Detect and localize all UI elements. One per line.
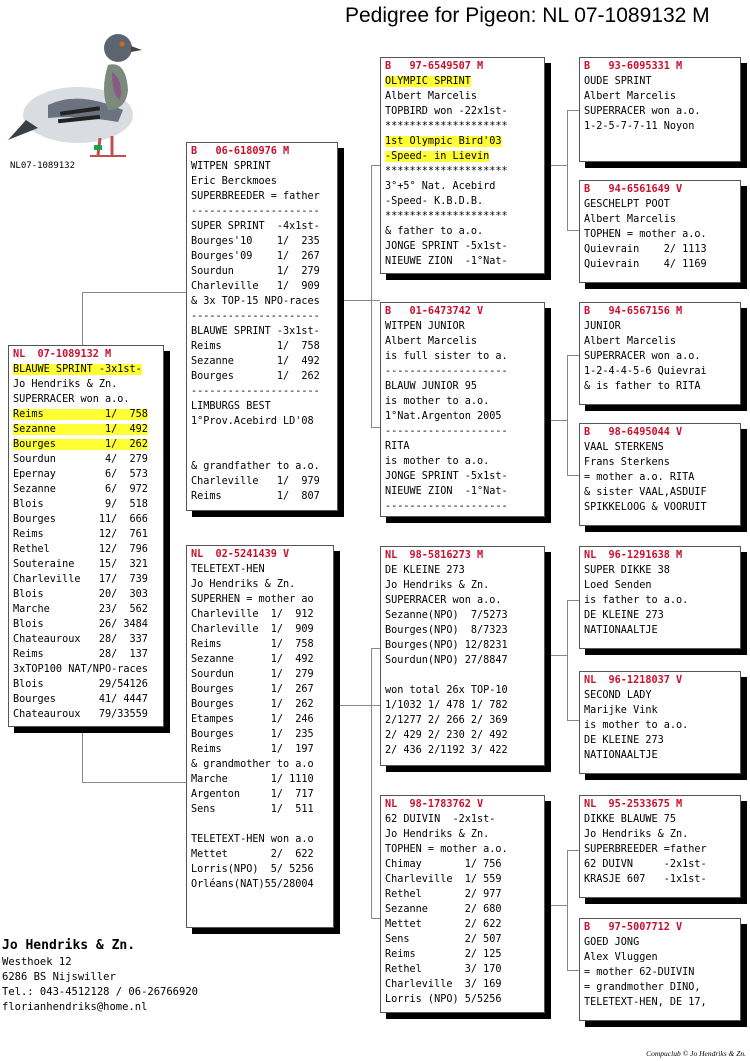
pedigree-line (191, 817, 329, 832)
pedigree-line: & 3x TOP-15 NPO-races (191, 296, 320, 307)
pedigree-line: Sezanne 2/ 680 (385, 904, 502, 915)
pedigree-line: Jo Hendriks & Zn. (13, 379, 118, 390)
pedigree-card-dam-dam (380, 795, 545, 1013)
pedigree-line: SUPER DIKKE 38 (584, 565, 670, 576)
pedigree-line: ******************** (385, 166, 508, 177)
pedigree-line: Bourges'10 1/ 235 (191, 236, 320, 247)
pedigree-line: -------------------- (385, 426, 508, 437)
pedigree-line: Marche 1/ 1110 (191, 774, 314, 785)
pedigree-line: 1°Prov.Acebird LD'08 (191, 416, 314, 427)
pedigree-card-sds (579, 302, 741, 405)
pedigree-line: Charleville 1/ 909 (191, 624, 314, 635)
pedigree-line: TELETEXT-HEN (191, 564, 265, 575)
pedigree-line: is mother to a.o. (385, 396, 490, 407)
pedigree-line: -Speed- K.B.D.B. (385, 196, 484, 207)
pedigree-line: Eric Berckmoes (191, 176, 277, 187)
pedigree-line: NATIONAALTJE (584, 750, 658, 761)
connector-line (82, 782, 187, 783)
pedigree-line: Chimay 1/ 756 (385, 859, 502, 870)
pedigree-line (385, 668, 540, 683)
pedigree-line: & is father to RITA (584, 381, 701, 392)
pedigree-line: SECOND LADY (584, 690, 652, 701)
pedigree-line: Reims 1/ 758 (191, 639, 314, 650)
pedigree-line: Orléans(NAT)55/28004 (191, 879, 314, 890)
pedigree-card-sire (186, 142, 338, 511)
pedigree-line: Chateauroux 28/ 337 (13, 634, 148, 645)
pedigree-line: Charleville 1/ 912 (191, 609, 314, 620)
pedigree-line: Bourges 1/ 262 (191, 699, 314, 710)
pedigree-line: Bourges 11/ 666 (13, 514, 148, 525)
pedigree-line: Souteraine 15/ 321 (13, 559, 148, 570)
pedigree-line: VAAL STERKENS (584, 442, 664, 453)
pedigree-line: BLAUWE SPRINT -3x1st- (191, 326, 320, 337)
connector-line (335, 300, 380, 301)
pedigree-line: Jo Hendriks & Zn. (191, 579, 296, 590)
pedigree-line: NIEUWE ZION -1°Nat- (385, 256, 508, 267)
connector-line (545, 420, 567, 421)
connector-line (82, 725, 83, 782)
ring-number: NL 96-1291638 M (584, 550, 683, 561)
breeder-name: Jo Hendriks & Zn. (2, 938, 136, 953)
pedigree-line: Sourdun 4/ 279 (13, 454, 148, 465)
pedigree-line: 1/1032 1/ 478 1/ 782 (385, 700, 508, 711)
connector-line (545, 905, 567, 906)
pedigree-line: SUPERBREEDER =father (584, 844, 707, 855)
pedigree-line: Sourdun 1/ 279 (191, 266, 320, 277)
pedigree-line: 1-2-4-4-5-6 Quievrai (584, 366, 707, 377)
breeder-phone: Tel.: 043-4512128 / 06-26766920 (2, 986, 198, 998)
pedigree-line: Mettet 2/ 622 (191, 849, 314, 860)
pedigree-card-sss (579, 57, 741, 162)
pedigree-line: DE KLEINE 273 (385, 565, 465, 576)
pedigree-line: Reims 2/ 125 (385, 949, 502, 960)
pedigree-line: Charleville 1/ 909 (191, 281, 320, 292)
pedigree-line: Sourdun 1/ 279 (191, 669, 314, 680)
pedigree-line: DE KLEINE 273 (584, 610, 664, 621)
pedigree-line: Albert Marcelis (584, 214, 677, 225)
pedigree-line: Reims 1/ 758 (13, 409, 148, 420)
pedigree-line: Reims 1/ 197 (191, 744, 314, 755)
ring-number: NL 07-1089132 M (13, 349, 112, 360)
breeder-contact (2, 936, 198, 1015)
pedigree-line: GOED JONG (584, 937, 640, 948)
pedigree-line: Bourges 1/ 262 (13, 439, 148, 450)
pedigree-card-dsd (579, 671, 741, 774)
pedigree-line: Loed Senden (584, 580, 652, 591)
pedigree-line: -------------------- (385, 501, 508, 512)
pedigree-line: Frans Sterkens (584, 457, 670, 468)
pedigree-line: Blois 29/54126 (13, 679, 148, 690)
ring-number: NL 95-2533675 M (584, 799, 683, 810)
connector-line (567, 110, 568, 230)
pedigree-line: is mother to a.o. (584, 720, 689, 731)
pedigree-line: 62 DUIVN -2x1st- (584, 859, 707, 870)
pedigree-line: 2/1277 2/ 266 2/ 369 (385, 715, 508, 726)
pedigree-line: SUPER SPRINT -4x1st- (191, 221, 320, 232)
pedigree-card-subject (8, 345, 164, 727)
pedigree-line: Bourges 1/ 235 (191, 729, 314, 740)
pedigree-line: Reims 28/ 137 (13, 649, 148, 660)
pedigree-line: Alex Vluggen (584, 952, 658, 963)
pedigree-line: BLAUWE SPRINT -3x1st- (13, 364, 142, 375)
pedigree-card-sire-sire (380, 57, 545, 274)
pedigree-card-sdd (579, 423, 741, 526)
pedigree-line: OUDE SPRINT (584, 76, 652, 87)
pedigree-line: Quievrain 2/ 1113 (584, 244, 707, 255)
pedigree-line: Marche 23/ 562 (13, 604, 148, 615)
pedigree-line: WITPEN SPRINT (191, 161, 271, 172)
pedigree-line: Rethel 2/ 977 (385, 889, 502, 900)
pedigree-line: SUPERRACER won a.o. (385, 595, 502, 606)
pedigree-line: JONGE SPRINT -5x1st- (385, 241, 508, 252)
pedigree-line: Reims 1/ 758 (191, 341, 320, 352)
ring-number: NL 98-5816273 M (385, 550, 484, 561)
pedigree-line: is father to a.o. (584, 595, 689, 606)
pedigree-line: 2/ 429 2/ 230 2/ 492 (385, 730, 508, 741)
pedigree-line: RITA (385, 441, 410, 452)
pedigree-line: Blois 26/ 3484 (13, 619, 148, 630)
pedigree-line: Albert Marcelis (385, 91, 478, 102)
pedigree-line: Quievrain 4/ 1169 (584, 259, 707, 270)
connector-line (371, 648, 372, 918)
pedigree-line: is full sister to a. (385, 351, 508, 362)
connector-line (82, 292, 83, 347)
connector-line (335, 705, 380, 706)
connector-line (82, 292, 187, 293)
connector-line (567, 850, 568, 970)
pedigree-line: Charleville 1/ 559 (385, 874, 502, 885)
pedigree-card-dss (579, 546, 741, 649)
pedigree-line: Sezanne 1/ 492 (13, 424, 148, 435)
pedigree-line: Albert Marcelis (385, 336, 478, 347)
pedigree-line: SUPERHEN = mother ao (191, 594, 314, 605)
pedigree-line: & grandfather to a.o. (191, 461, 320, 472)
pedigree-line: GESCHELPT POOT (584, 199, 670, 210)
pedigree-line: --------------------- (191, 386, 320, 397)
pedigree-line: Sezanne 6/ 972 (13, 484, 148, 495)
pedigree-line: WITPEN JUNIOR (385, 321, 465, 332)
pedigree-line: BLAUW JUNIOR 95 (385, 381, 478, 392)
pedigree-card-dam-sire (380, 546, 545, 766)
pedigree-line: Sezanne 1/ 492 (191, 654, 314, 665)
pedigree-line: Bourges'09 1/ 267 (191, 251, 320, 262)
pedigree-line: DIKKE BLAUWE 75 (584, 814, 677, 825)
pedigree-line: SUPERBREEDER = father (191, 191, 320, 202)
pedigree-line: Sourdun(NPO) 27/8847 (385, 655, 508, 666)
ring-number: B 06-6180976 M (191, 146, 290, 157)
pedigree-line: Bourges(NPO) 12/8231 (385, 640, 508, 651)
ring-number: B 98-6495044 V (584, 427, 683, 438)
pedigree-line: 62 DUIVIN -2x1st- (385, 814, 496, 825)
pedigree-line: Epernay 6/ 573 (13, 469, 148, 480)
pedigree-line: JUNIOR (584, 321, 621, 332)
ring-number: B 94-6567156 M (584, 306, 683, 317)
connector-line (545, 655, 567, 656)
pedigree-line (191, 444, 333, 459)
pedigree-card-ssd (579, 180, 741, 283)
pedigree-line: ******************** (385, 211, 508, 222)
connector-line (567, 600, 568, 720)
pedigree-line: Bourges 41/ 4447 (13, 694, 148, 705)
pedigree-line: TELETEXT-HEN won a.o (191, 834, 314, 845)
pedigree-line: Bourges(NPO) 8/7323 (385, 625, 508, 636)
page-title: Pedigree for Pigeon: NL 07-1089132 M (345, 4, 710, 27)
pedigree-line: & grandmother to a.o (191, 759, 314, 770)
pedigree-line: --------------------- (191, 206, 320, 217)
pedigree-line: Reims 12/ 761 (13, 529, 148, 540)
pedigree-line: & father to a.o. (385, 226, 484, 237)
pigeon-photo (8, 10, 148, 160)
connector-line (567, 355, 568, 475)
pedigree-line: 1°Nat.Argenton 2005 (385, 411, 502, 422)
pedigree-line: SUPERRACER won a.o. (584, 106, 701, 117)
pedigree-line: TELETEXT-HEN, DE 17, (584, 997, 707, 1008)
photo-caption: NL07-1089132 (10, 161, 76, 171)
pedigree-line: JONGE SPRINT -5x1st- (385, 471, 508, 482)
pedigree-line: Bourges 1/ 267 (191, 684, 314, 695)
pedigree-line: Chateauroux 79/33559 (13, 709, 148, 720)
ring-number: B 94-6561649 V (584, 184, 683, 195)
pedigree-card-dam (186, 545, 334, 928)
pedigree-line: Lorris (NPO) 5/5256 (385, 994, 502, 1005)
pedigree-line: -------------------- (385, 366, 508, 377)
pedigree-line: Charleville 1/ 979 (191, 476, 320, 487)
pedigree-line: Bourges 1/ 262 (191, 371, 320, 382)
credit-note: Compuclub © Jo Hendriks & Zn. (646, 1049, 746, 1058)
pedigree-line: -Speed- in Lievin (385, 151, 490, 162)
pedigree-line: 2/ 436 2/1192 3/ 422 (385, 745, 508, 756)
pedigree-card-ddd (579, 918, 741, 1021)
ring-number: B 01-6473742 V (385, 306, 484, 317)
pedigree-card-dds (579, 795, 741, 898)
pedigree-line: Albert Marcelis (584, 336, 677, 347)
pedigree-line: Rethel 3/ 170 (385, 964, 502, 975)
connector-line (545, 165, 567, 166)
pedigree-line: Mettet 2/ 622 (385, 919, 502, 930)
pedigree-line: SPIKKELOOG & VOORUIT (584, 502, 707, 513)
pedigree-line: = mother 62-DUIVIN (584, 967, 695, 978)
pedigree-line: Argenton 1/ 717 (191, 789, 314, 800)
pedigree-line: Sezanne 1/ 492 (191, 356, 320, 367)
connector-line (371, 165, 372, 427)
pedigree-line: Jo Hendriks & Zn. (385, 829, 490, 840)
pedigree-line: Jo Hendriks & Zn. (584, 829, 689, 840)
pedigree-line: Rethel 12/ 796 (13, 544, 148, 555)
pedigree-line: Blois 20/ 303 (13, 589, 148, 600)
pedigree-line: NIEUWE ZION -1°Nat- (385, 486, 508, 497)
pedigree-line: KRASJE 607 -1x1st- (584, 874, 707, 885)
pedigree-line: won total 26x TOP-10 (385, 685, 508, 696)
ring-number: NL 02-5241439 V (191, 549, 290, 560)
pedigree-line: OLYMPIC SPRINT (385, 76, 471, 87)
pedigree-line: 3°+5° Nat. Acebird (385, 181, 496, 192)
pedigree-line: is mother to a.o. (385, 456, 490, 467)
pedigree-line: Etampes 1/ 246 (191, 714, 314, 725)
pedigree-line: 1-2-5-7-7-11 Noyon (584, 121, 695, 132)
pedigree-line: TOPHEN = mother a.o. (385, 844, 508, 855)
pedigree-line: TOPBIRD won -22x1st- (385, 106, 508, 117)
ring-number: B 97-6549507 M (385, 61, 484, 72)
pedigree-line: = mother a.o. RITA (584, 472, 695, 483)
pedigree-line: DE KLEINE 273 (584, 735, 664, 746)
breeder-city: 6286 BS Nijswiller (2, 971, 116, 983)
pedigree-line: 1st Olympic Bird'03 (385, 136, 502, 147)
ring-number: B 97-5007712 V (584, 922, 683, 933)
pedigree-line: ******************** (385, 121, 508, 132)
pedigree-line: LIMBURGS BEST (191, 401, 271, 412)
pedigree-line: Lorris(NPO) 5/ 5256 (191, 864, 314, 875)
breeder-street: Westhoek 12 (2, 956, 72, 968)
pedigree-line: & sister VAAL,ASDUIF (584, 487, 707, 498)
pedigree-line: Charleville 17/ 739 (13, 574, 148, 585)
pedigree-line (191, 429, 333, 444)
pedigree-line: NATIONAALTJE (584, 625, 658, 636)
ring-number: B 93-6095331 M (584, 61, 683, 72)
pedigree-card-sire-dam (380, 302, 545, 517)
pedigree-line: Jo Hendriks & Zn. (385, 580, 490, 591)
pedigree-line: Reims 1/ 807 (191, 491, 320, 502)
pedigree-line: Blois 9/ 518 (13, 499, 148, 510)
pedigree-line: TOPHEN = mother a.o. (584, 229, 707, 240)
pedigree-line: Sezanne(NPO) 7/5273 (385, 610, 508, 621)
pedigree-line: Sens 2/ 507 (385, 934, 502, 945)
ring-number: NL 96-1218037 V (584, 675, 683, 686)
breeder-email: florianhendriks@home.nl (2, 1001, 148, 1013)
ring-number: NL 98-1783762 V (385, 799, 484, 810)
pedigree-line: SUPERRACER won a.o. (584, 351, 701, 362)
pedigree-line: Sens 1/ 511 (191, 804, 314, 815)
pedigree-line: SUPERRACER won a.o. (13, 394, 130, 405)
pedigree-line: Albert Marcelis (584, 91, 677, 102)
pedigree-line: = grandmother DINO, (584, 982, 701, 993)
pedigree-line: Marijke Vink (584, 705, 658, 716)
pedigree-line: --------------------- (191, 311, 320, 322)
pedigree-line: Charleville 3/ 169 (385, 979, 502, 990)
pedigree-line: 3xTOP100 NAT/NPO-races (13, 664, 148, 675)
